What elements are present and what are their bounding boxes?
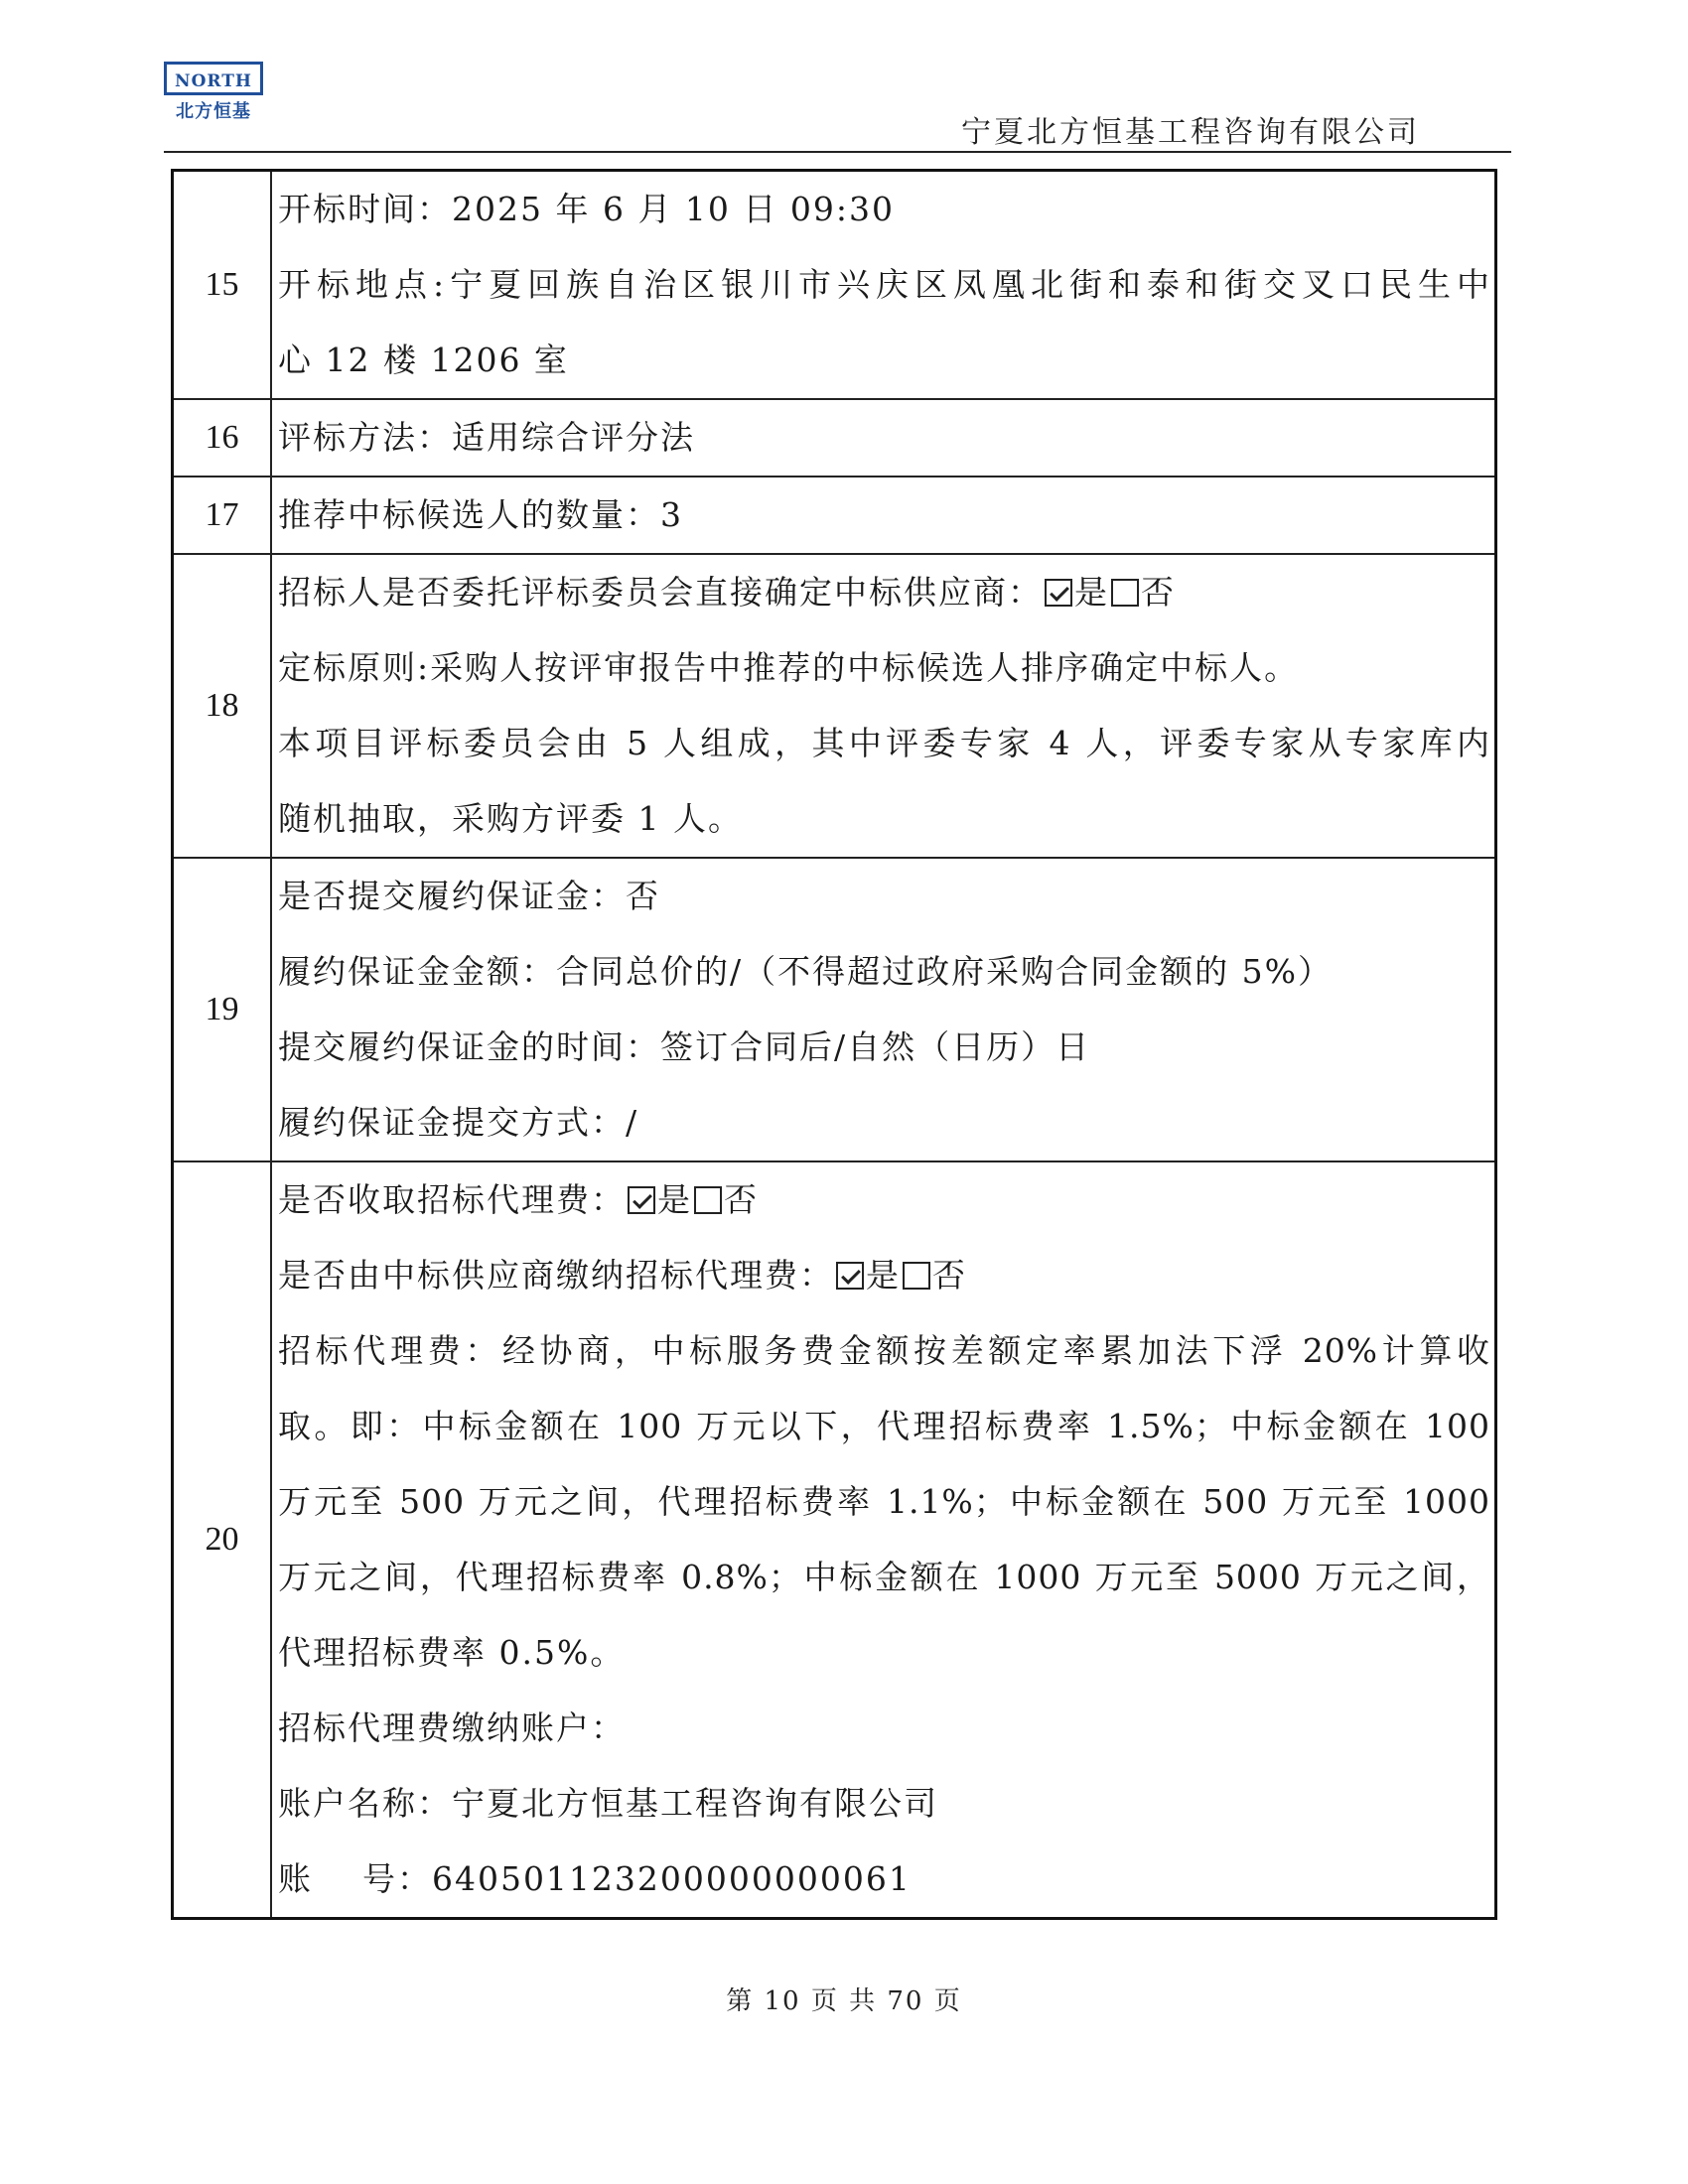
row-number: 16 xyxy=(173,399,272,477)
text-line xyxy=(278,1162,1490,1238)
unchecked-box-icon xyxy=(1111,579,1139,607)
question-label: 是否由中标供应商缴纳招标代理费： xyxy=(278,1256,834,1295)
row-number: 18 xyxy=(173,554,272,858)
text-line: 开标时间：2025 年 6 月 10 日 09:30 xyxy=(278,190,896,228)
row-number: 17 xyxy=(173,477,272,554)
row-content xyxy=(271,1161,1496,1919)
table-row xyxy=(173,554,1496,858)
header-company-name: 宁夏北方恒基工程咨询有限公司 xyxy=(961,115,1420,150)
company-logo xyxy=(164,62,263,123)
text-line: 随机抽取，采购方评委 1 人。 xyxy=(278,799,743,838)
table-row xyxy=(173,1161,1496,1919)
question-label: 是否收取招标代理费： xyxy=(278,1180,626,1219)
table-row xyxy=(173,477,1496,554)
text-line: 账户名称：宁夏北方恒基工程咨询有限公司 xyxy=(278,1784,938,1823)
text-line: 开标地点:宁夏回族自治区银川市兴庆区凤凰北街和泰和街交叉口民生中 xyxy=(278,265,1490,304)
text-line: 万元之间，代理招标费率 0.8%；中标金额在 1000 万元至 5000 万元之间， xyxy=(278,1558,1490,1596)
row-number: 19 xyxy=(173,858,272,1161)
text-line: 心 12 楼 1206 室 xyxy=(278,341,569,379)
option-yes-label: 是 xyxy=(866,1256,901,1295)
row-content xyxy=(271,171,1496,400)
option-no-label: 否 xyxy=(724,1180,759,1219)
row-content xyxy=(271,477,1496,554)
text-line: 推荐中标候选人的数量：3 xyxy=(278,495,683,534)
checked-box-icon xyxy=(836,1262,864,1290)
text-line: 是否提交履约保证金：否 xyxy=(278,877,660,915)
unchecked-box-icon xyxy=(694,1186,722,1214)
header-divider xyxy=(164,151,1511,153)
text-line: 招标代理费缴纳账户： xyxy=(278,1708,626,1747)
logo-chinese-text: 北方恒基 xyxy=(176,101,251,122)
option-yes-label: 是 xyxy=(1074,573,1109,612)
text-line xyxy=(278,555,1490,630)
row-content xyxy=(271,858,1496,1161)
table-row xyxy=(173,399,1496,477)
logo-north-text: NORTH xyxy=(164,62,263,95)
option-no-label: 否 xyxy=(1141,573,1176,612)
option-yes-label: 是 xyxy=(657,1180,692,1219)
unchecked-box-icon xyxy=(903,1262,930,1290)
text-line: 评标方法：适用综合评分法 xyxy=(278,418,695,457)
table-row xyxy=(173,858,1496,1161)
text-line: 万元至 500 万元之间，代理招标费率 1.1%；中标金额在 500 万元至 1000 xyxy=(278,1482,1490,1521)
text-line: 账 号：640501123200000000061 xyxy=(278,1859,912,1898)
text-line: 招标代理费：经协商，中标服务费金额按差额定率累加法下浮 20%计算收 xyxy=(278,1331,1490,1370)
option-no-label: 否 xyxy=(932,1256,967,1295)
text-line: 履约保证金金额：合同总价的/（不得超过政府采购合同金额的 5%） xyxy=(278,952,1333,991)
text-line: 本项目评标委员会由 5 人组成，其中评委专家 4 人，评委专家从专家库内 xyxy=(278,724,1490,762)
table-row xyxy=(173,171,1496,400)
question-label: 招标人是否委托评标委员会直接确定中标供应商： xyxy=(278,573,1043,612)
row-content xyxy=(271,554,1496,858)
row-number: 20 xyxy=(173,1161,272,1919)
text-line: 履约保证金提交方式：/ xyxy=(278,1103,639,1142)
text-line: 取。即：中标金额在 100 万元以下，代理招标费率 1.5%；中标金额在 100 xyxy=(278,1407,1490,1445)
row-content xyxy=(271,399,1496,477)
checked-box-icon xyxy=(628,1186,655,1214)
text-line: 定标原则:采购人按评审报告中推荐的中标候选人排序确定中标人。 xyxy=(278,648,1300,687)
page-number: 第 10 页 共 70 页 xyxy=(726,1986,962,2016)
tender-info-table xyxy=(171,169,1497,1920)
text-line: 代理招标费率 0.5%。 xyxy=(278,1633,626,1672)
row-number: 15 xyxy=(173,171,272,400)
text-line: 提交履约保证金的时间：签订合同后/自然（日历）日 xyxy=(278,1027,1091,1066)
text-line xyxy=(278,1238,1490,1313)
checked-box-icon xyxy=(1045,579,1072,607)
